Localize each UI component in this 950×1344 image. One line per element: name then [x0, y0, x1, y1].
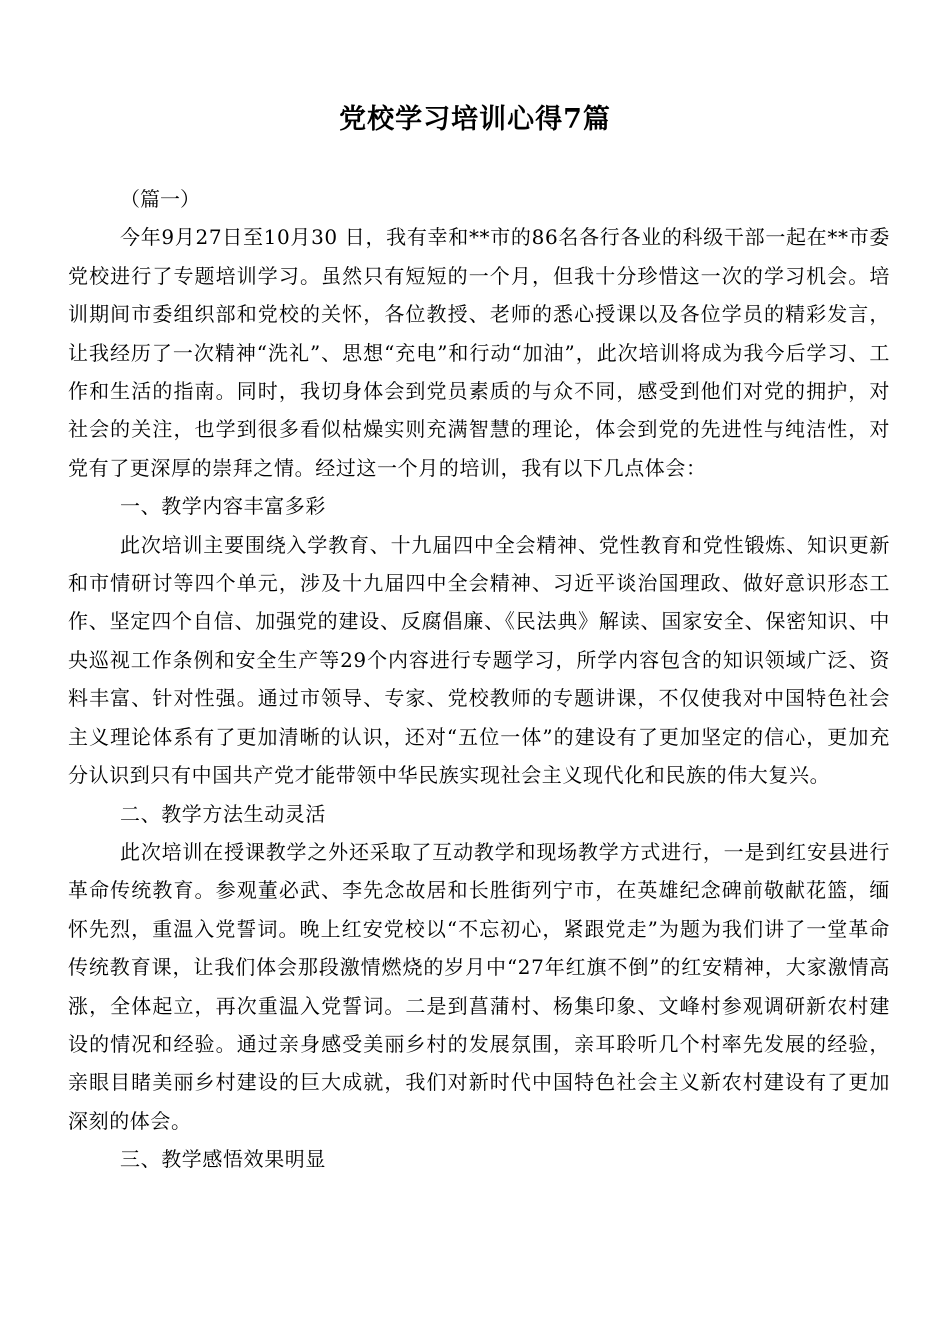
- part-label: （篇一）: [120, 187, 200, 211]
- section-heading-2: 二、教学方法生动灵活: [120, 801, 326, 826]
- section-heading-1: 一、教学内容丰富多彩: [120, 494, 326, 519]
- document-title: 党校学习培训心得7篇: [339, 104, 611, 135]
- section-heading-3: 三、教学感悟效果明显: [120, 1147, 326, 1172]
- document-body: [68, 180, 890, 1179]
- section-1-paragraph: 此次培训主要围绕入学教育、十九届四中全会精神、党性教育和党性锻炼、知识更新和市情研讨等四个单元，涉及十九届四中全会精神、习近平谈治国理政、做好意识形态工作、坚定四个自信、加强党的建设、反腐倡廉、《民法典》解读、国家安全、保密知识、中央巡视工作条例和安全生产等29个内容进行专题学习，所学内容包含的知识领域广泛、资料丰富、针对性强。通过市领导、专家、党校教师的专题讲课，不仅使我对中国特色社会主义理论体系有了更加清晰的认识，还对“五位一体”的建设有了更加坚定的信心，更加充分认识到只有中国共产党才能带领中华民族实现社会主义现代化和民族的伟大复兴。: [68, 532, 890, 788]
- section-2-paragraph: 此次培训在授课教学之外还采取了互动教学和现场教学方式进行，一是到红安县进行革命传统教育。参观董必武、李先念故居和长胜街列宁市，在英雄纪念碑前敬献花篮，缅怀先烈，重温入党誓词。晚上红安党校以“不忘初心，紧跟党走”为题为我们讲了一堂革命传统教育课，让我们体会那段激情燃烧的岁月中“27年红旗不倒”的红安精神，大家激情高涨，全体起立，再次重温入党誓词。二是到菖蒲村、杨集印象、文峰村参观调研新农村建设的情况和经验。通过亲身感受美丽乡村的发展氛围，亲耳聆听几个村率先发展的经验，亲眼目睹美丽乡村建设的巨大成就，我们对新时代中国特色社会主义新农村建设有了更加深刻的体会。: [68, 839, 890, 1133]
- intro-paragraph: 今年9月27日至10月30 日，我有幸和**市的86名各行各业的科级干部一起在**市委党校进行了专题培训学习。虽然只有短短的一个月，但我十分珍惜这一次的学习机会。培训期间市委组织部和党校的关怀，各位教授、老师的悉心授课以及各位学员的精彩发言，让我经历了一次精神“洗礼”、思想“充电”和行动“加油”，此次培训将成为我今后学习、工作和生活的指南。同时，我切身体会到党员素质的与众不同，感受到他们对党的拥护，对社会的关注，也学到很多看似枯燥实则充满智慧的理论，体会到党的先进性与纯洁性，对党有了更深厚的崇拜之情。经过这一个月的培训，我有以下几点体会：: [68, 225, 890, 480]
